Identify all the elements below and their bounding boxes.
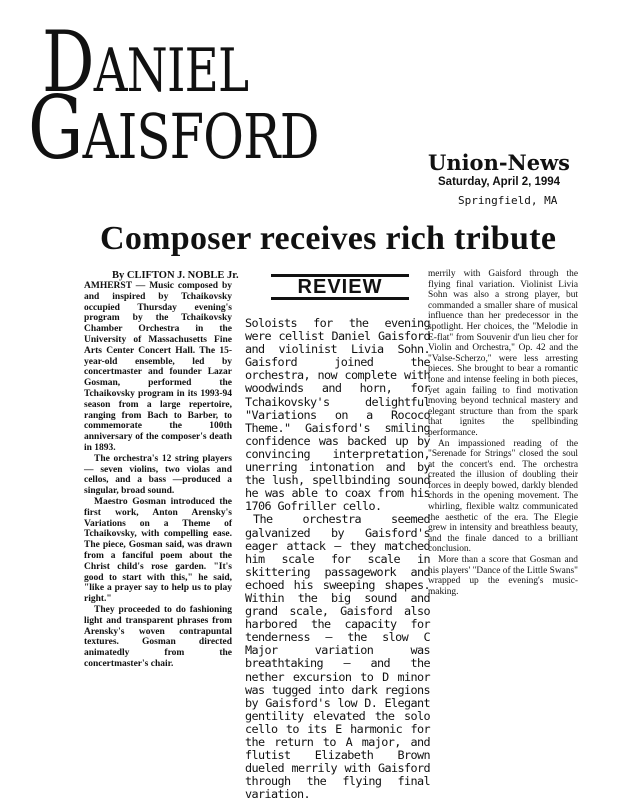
paragraph: merrily with Gaisford through the flying final variation. Violinist Livia Sohn was also a strong player, but commanded a smaller share of musical influence than her predecessor in the spotlight. Her choices, the "Melodie in E-flat" from Souvenir d'un lieu cher for Violin and Orchestra," Op. 42 and the "Valse-Scherzo," were less arresting pieces. She brought to bear a romantic tone and intense feeling in both pieces, yet again failing to find motivation moving beyond technical mastery and elegant structure than from the spark that ignites the spellbinding performance. [428,269,578,438]
paragraph: More than a score that Gosman and his players' "Dance of the Little Swans" wrapped up the evening's music-making. [428,555,578,597]
headline: Composer receives rich tribute [100,220,557,257]
byline: By CLIFTON J. NOBLE Jr. [112,270,239,281]
paragraph: The orchestra's 12 string players — seven violins, two violas and cellos, and a bass —produced a singular, broad sound. [84,453,232,497]
masthead-first-name: DANIEL [42,13,249,111]
middle-column [245,316,430,801]
paragraph: They proceeded to do fashioning light and transparent phrases from Arensky's woven contrapuntal textures. Gosman directed animatedly from the concertmaster's chair. [84,604,232,669]
publication-date: Saturday, April 2, 1994 [438,176,561,188]
paragraph: Soloists for the evening were cellist Daniel Gaisford and violinist Livia Sohn. Gaisford joined the orchestra, now complete with woodwinds and horn, for Tchaikovsky's delightful "Variations on a Rococo Theme." Gaisford's smiling confidence was backed up by convincing interpretation, unerring intonation and by the lush, spellbinding sound he was able to coax from his 1706 Gofriller cello. [245,316,430,514]
masthead-last-name: GAISFORD [28,78,319,179]
newspaper-name: Union-News [428,150,571,175]
paragraph: Maestro Gosman introduced the first work, Anton Arensky's Variations on a Theme of Tchaikovsky, with compelling ease. The piece, Gosman said, was drawn from a fanciful poem about the Christ child's rose garden. "It's good to start with this," he said, "like a prayer say to help us to play right." [84,496,232,605]
review-banner [271,274,409,300]
paragraph: An impassioned reading of the "Serenade for Strings" closed the soul at the concert's end. The orchestra created the illusion of doubling their forces in deeply bowed, darkly blended chords in the opening movement. The whirling, flexible waltz communicated the aesthetic of the era. The Elegie grew in intensity and breathless beauty, and the finale danced to a brilliant conclusion. [428,438,578,555]
left-column [84,281,232,669]
publication-city: Springfield, MA [458,194,558,207]
right-column [428,269,578,609]
paragraph: The orchestra seemed galvanized by Gaisford's eager attack — they matched him scale for scale in skittering passagework and echoed his sweeping shapes. Within the big sound and grand scale, Gaisford also harbored the capacity for tenderness — the slow C Major variation was breathtaking — and the nether excursion to D minor was tugged into dark regions by Gaisford's low D. Elegant gentility elevated the solo cello to its E harmonic for the return to A major, and flutist Elizabeth Brown dueled merrily with Gaisford through the flying final variation. [245,512,430,801]
paragraph: AMHERST — Music composed by and inspired by Tchaikovsky occupied Thursday evening's program by the Tchaikovsky Chamber Orchestra in the University of Massachusetts Fine Arts Center Concert Hall. The 15-year-old ensemble, led by concertmaster and founder Lazar Gosman, performed the Tchaikovsky program in its 1993-94 season from a large repertoire, ranging from Bach to Barber, to commemorate the 100th anniversary of the composer's death in 1893. [84,281,232,453]
review-label: REVIEW [297,275,383,298]
